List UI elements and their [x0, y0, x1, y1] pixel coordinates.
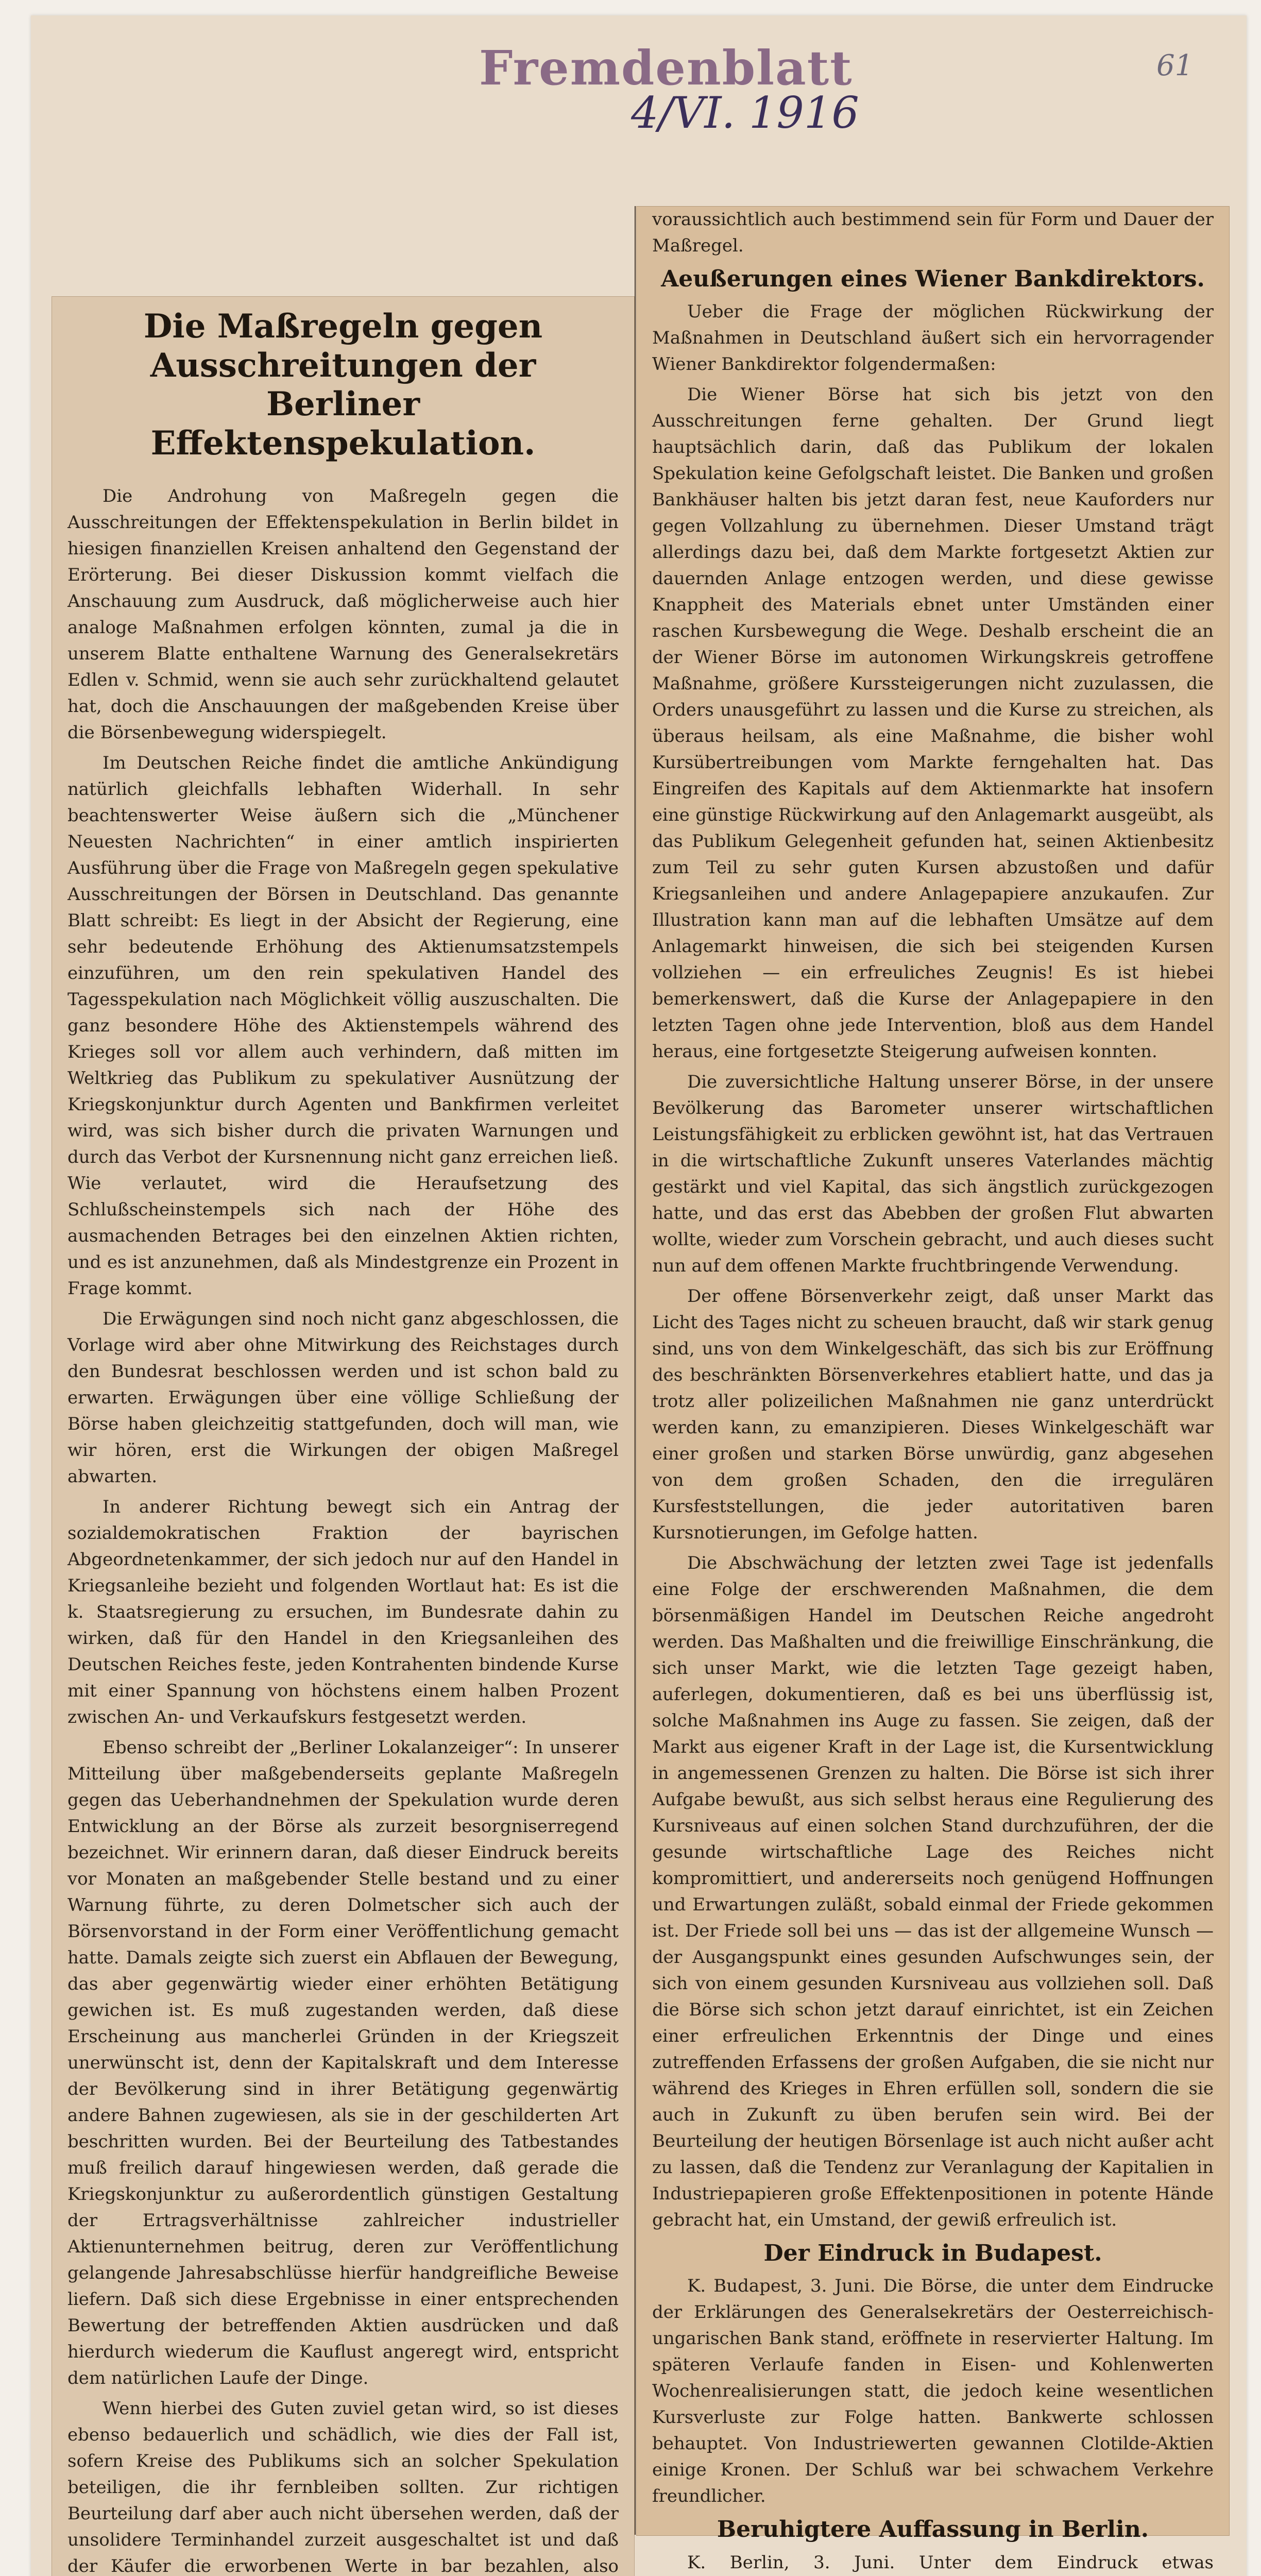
article-paragraph: Der offene Börsenverkehr zeigt, daß unser Markt das Licht des Tages nicht zu scheuen braucht, daß wir stark genug sind, uns von dem Winkelgeschäft, das sich bis zur Eröffnung des beschränkten Börsenverkehres etabliert hatte, und das ja trotz aller polizeilichen Maßnahmen nie ganz unterdrückt werden kann, zu emanzipieren. Dieses Winkelgeschäft war einer großen und starken Börse unwürdig, ganz abgesehen von dem großen Schaden, den die irregulären Kursfeststellungen, die jeder autoritativen baren Kursnotierungen, im Gefolge hatten. [652, 1286, 1214, 1544]
article-paragraph: In anderer Richtung bewegt sich ein Antrag der sozialdemokratischen Fraktion der bayrischen Abgeordnetenkammer, der sich jedoch nur auf den Handel in Kriegsanleihe bezieht und folgenden Wortlaut hat: Es ist die k. Staatsregierung zu ersuchen, im Bundesrate dahin zu wirken, daß für den Handel in den Kriegsanleihen des Deutschen Reiches feste, jeden Kontrahenten bindende Kurse mit einer Spannung von höchstens einem halben Prozent zwischen An- und Verkaufskurs festgesetzt werden. [67, 1497, 619, 1728]
article-paragraph: Die Androhung von Maßregeln gegen die Ausschreitungen der Effektenspekulation in Berlin bildet in hiesigen finanziellen Kreisen anhaltend den Gegenstand der Erörterung. Bei dieser Diskussion kommt vielfach die Anschauung zum Ausdruck, daß möglicherweise auch hier analoge Maßnahmen erfolgen könnten, zumal ja die in unserem Blatte enthaltene Warnung des Generalsekretärs Edlen v. Schmid, wenn sie auch sehr zurückhaltend gelautet hat, doch die Anschauungen der maßgebenden Kreise über die Börsenbewegung widerspiegelt. [67, 486, 619, 743]
article-paragraph: K. Berlin, 3. Juni. Unter dem Eindruck etwas [687, 2552, 1214, 2573]
article-headline: Die Maßregeln gegen Ausschreitungen der Berliner Effektenspekulation. [143, 307, 543, 463]
article-paragraph: Die Abschwächung der letzten zwei Tage ist jedenfalls eine Folge der erschwerenden Maßnahmen, die dem börsenmäßigen Handel im Deutschen Reiche angedroht werden. Das Maßhalten und die freiwillige Einschränkung, die sich unser Markt, wie die letzten Tage gezeigt haben, auferlegen, dokumentieren, daß es bei uns überflüssig ist, solche Maßnahmen ins Auge zu fassen. Sie zeigen, daß der Markt aus eigener Kraft in der Lage ist, die Kursentwicklung in angemessenen Grenzen zu halten. Die Börse ist sich ihrer Aufgabe bewußt, aus sich selbst heraus eine Regulierung des Kursniveaus auf einen solchen Stand durchzuführen, der die gesunde wirtschaftliche Lage des Reiches nicht kompromittiert, und andererseits noch genügend Hoffnungen und Erwartungen zuläßt, sobald einmal der Friede gekommen ist. Der Friede soll bei uns — das ist der allgemeine Wunsch — der Ausgangspunkt eines gesunden Aufschwunges sein, der sich von einem gesunden Kursniveau aus vollziehen soll. Daß die Börse sich schon jetzt darauf einrichtet, ist ein Zeichen einer erfreulichen Erkenntnis der Dinge und eines zutreffenden Erfassens der großen Aufgaben, die sie nicht nur während des Krieges in Ehren erfüllen soll, sondern die sie auch in Zukunft zu üben berufen sein wird. Bei der Beurteilung der heutigen Börsenlage ist auch nicht außer acht zu lassen, daß die Tendenz zur Veranlagung der Kapitalien in Industriepapieren große Effektenpositionen in potente Hände gebracht hat, ein Umstand, der gewiß erfreulich ist. [652, 1553, 1214, 2231]
article-paragraph: Wenn hierbei des Guten zuviel getan wird, so ist dieses ebenso bedauerlich und schädlich, wie dies der Fall ist, sofern Kreise des Publikums sich an solcher Spekulation beteiligen, die ihr fernbleiben sollten. Zur richtigen Beurteilung darf aber auch nicht übersehen werden, daß der unsolidere Terminhandel zurzeit ausgeschaltet ist und daß der Käufer die erworbenen Werte in bar bezahlen, also [67, 2398, 619, 2576]
handwritten-date: 4/VI. 1916 [631, 88, 859, 138]
continuation-text: voraussichtlich auch bestimmend sein für Form und Dauer der Maßregel. [652, 209, 1214, 256]
newspaper-stamp: Fremdenblatt [479, 40, 853, 96]
article-paragraph: Die Erwägungen sind noch nicht ganz abgeschlossen, die Vorlage wird aber ohne Mitwirkung des Reichstages durch den Bundesrat beschlossen werden und ist schon bald zu erwarten. Erwägungen über eine völlige Schließung der Börse haben gleichzeitig stattgefunden, doch will man, wie wir hören, erst die Wirkungen der obigen Maßregel abwarten. [67, 1309, 619, 1487]
clipping-right-column [636, 206, 1230, 2573]
section-heading-budapest: Der Eindruck in Budapest. [763, 2240, 1102, 2267]
column-divider [635, 206, 636, 2535]
article-paragraph: Im Deutschen Reiche findet die amtliche Ankündigung natürlich gleichfalls lebhaften Widerhall. In sehr beachtenswerter Weise äußern sich die „Münchener Neuesten Nachrichten“ in einer amtlich inspirierten Ausführung über die Frage von Maßregeln gegen spekulative Ausschreitungen der Börsen in Deutschland. Das genannte Blatt schreibt: Es liegt in der Absicht der Regierung, eine sehr bedeutende Erhöhung des Aktienumsatzstempels einzuführen, um den rein spekulativen Handel des Tagesspekulation nach Möglichkeit völlig auszuschalten. Die ganz besondere Höhe des Aktienstempels während des Krieges soll vor allem auch verhindern, daß mitten im Weltkrieg das Publikum zu spekulativer Ausnützung der Kriegskonjunktur durch Agenten und Bankfirmen verleitet wird, was sich bisher durch die privaten Warnungen und durch das Verbot der Kursnennung nicht ganz erreichen ließ. Wie verlautet, wird die Heraufsetzung des Schlußscheinstempels sich nach der Höhe des ausmachenden Betrages bei den einzelnen Aktien richten, und es ist anzunehmen, daß als Mindestgrenze ein Prozent in Frage kommt. [67, 753, 619, 1299]
article-paragraph: Ueber die Frage der möglichen Rückwirkung der Maßnahmen in Deutschland äußert sich ein hervorragender Wiener Bankdirektor folgendermaßen: [652, 301, 1214, 375]
section-heading-vienna: Aeußerungen eines Wiener Bankdirektors. [661, 266, 1205, 292]
article-paragraph: Die Wiener Börse hat sich bis jetzt von den Ausschreitungen ferne gehalten. Der Grund liegt hauptsächlich darin, daß das Publikum der lokalen Spekulation keine Gefolgschaft leistet. Die Banken und großen Bankhäuser halten bis jetzt daran fest, neue Kauforders nur gegen Vollzahlung zu übernehmen. Dieser Umstand trägt allerdings dazu bei, daß dem Markte fortgesetzt Aktien zur dauernden Anlage entzogen werden, und diese gewisse Knappheit des Materials ebnet unter Umständen einer raschen Kursbewegung die Wege. Deshalb erscheint die an der Wiener Börse im autonomen Wirkungskreis getroffene Maßnahme, größere Kurssteigerungen nicht zuzulassen, die Orders unausgeführt zu lassen und die Kurse zu streichen, als überaus heilsam, als eine Maßnahme, die bisher wohl Kursübertreibungen vom Markte ferngehalten hat. Das Eingreifen des Kapitals auf dem Aktienmarkte hat insofern eine günstige Rückwirkung auf den Anlagemarkt ausgeübt, als das Publikum Gelegenheit gefunden hat, seinen Aktienbesitz zum Teil zu sehr guten Kursen abzustoßen und dafür Kriegsanleihen und andere Anlagepapiere anzukaufen. Zur Illustration kann man auf die lebhaften Umsätze auf dem Anlagemarkt hinweisen, die sich bei steigenden Kursen vollziehen — ein erfreuliches Zeugnis! Es ist hiebei bemerkenswert, daß die Kurse der Anlagepapiere in den letzten Tagen ohne jede Intervention, bloß aus dem Handel heraus, eine fortgesetzte Steigerung aufweisen konnten. [652, 384, 1214, 1062]
section-heading-berlin: Beruhigtere Auffassung in Berlin. [717, 2516, 1149, 2543]
article-paragraph: Ebenso schreibt der „Berliner Lokalanzeiger“: In unserer Mitteilung über maßgebenderseits geplante Maßregeln gegen das Ueberhandnehmen der Spekulation wurde deren Entwicklung an der Börse als zurzeit besorgniserregend bezeichnet. Wir erinnern daran, daß dieser Eindruck bereits vor Monaten an maßgebender Stelle bestand und zu einer Warnung führte, zu deren Dolmetscher sich auch der Börsenvorstand in der Form einer Veröffentlichung gemacht hatte. Damals zeigte sich zuerst ein Abflauen der Bewegung, das aber gegenwärtig wieder einer erhöhten Betätigung gewichen ist. Es muß zugestanden werden, daß diese Erscheinung aus mancherlei Gründen in der Kriegszeit unerwünscht ist, denn der Kapitalskraft und dem Interesse der Bevölkerung sind in ihrer Betätigung gegenwärtig andere Bahnen zugewiesen, als sie in der geschilderten Art beschritten wurden. Bei der Beurteilung des Tatbestandes muß freilich darauf hingewiesen werden, daß gerade die Kriegskonjunktur zu außerordentlich günstigen Gestaltung der Ertragsverhältnisse zahlreicher industrieller Aktienunternehmen beitrug, deren zur Veröffentlichung gelangende Jahresabschlüsse hierfür handgreifliche Beweise liefern. Daß sich diese Ergebnisse in einer entsprechenden Bewertung der betreffenden Aktien ausdrücken und daß hierdurch wiederum die Kauflust angeregt wird, entspricht dem natürlichen Laufe der Dinge. [67, 1737, 619, 2389]
article-paragraph: K. Budapest, 3. Juni. Die Börse, die unter dem Eindrucke der Erklärungen des Generalsekretärs der Oesterreichisch-ungarischen Bank stand, eröffnete in reservierter Haltung. Im späteren Verlaufe fanden in Eisen- und Kohlenwerten Wochenrealisierungen statt, die jedoch keine wesentlichen Kursverluste zur Folge hatten. Bankwerte schlossen behauptet. Von Industriewerten gewannen Clotilde-Aktien einige Kronen. Der Schluß war bei schwachem Verkehre freundlicher. [652, 2276, 1214, 2507]
page-number: 61 [1156, 49, 1194, 82]
clipping-left-column [52, 296, 635, 2576]
article-paragraph: Die zuversichtliche Haltung unserer Börse, in der unsere Bevölkerung das Barometer unserer wirtschaftlichen Leistungsfähigkeit zu erblicken gewöhnt ist, hat das Vertrauen in die wirtschaftliche Zukunft unseres Vaterlandes mächtig gestärkt und viel Kapital, das sich ängstlich zurückgezogen hatte, und das erst das Abebben der großen Flut abwarten wollte, wieder zum Vorschein gebracht, und auch dieses sucht nun auf dem offenen Markte fruchtbringende Verwendung. [652, 1072, 1214, 1277]
